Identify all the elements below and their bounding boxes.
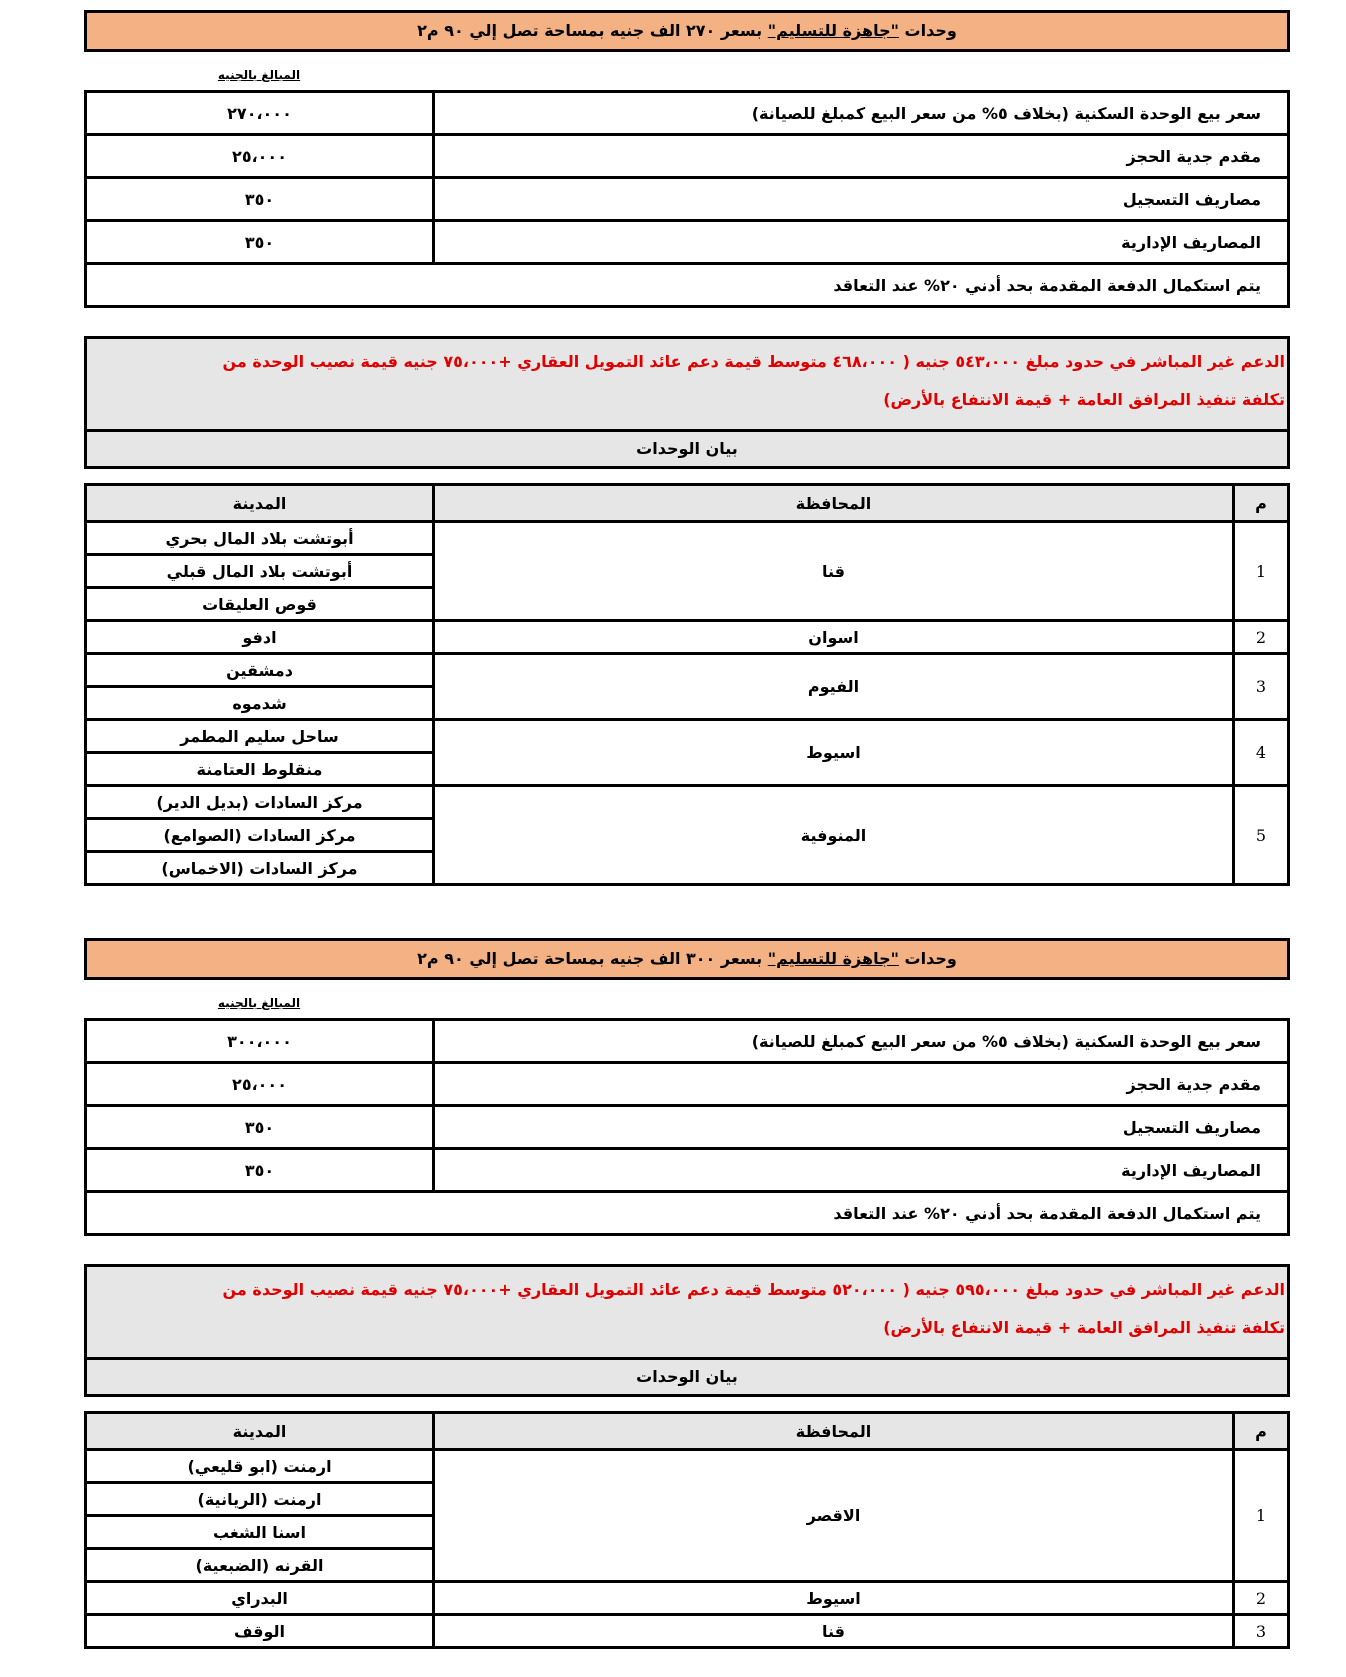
table-row — [86, 654, 1289, 687]
completion-note: يتم استكمال الدفعة المقدمة بحد أدني ٢٠% عند التعاقد — [86, 264, 1289, 307]
fee-label: سعر بيع الوحدة السكنية (بخلاف ٥% من سعر البيع كمبلغ للصيانة) — [434, 92, 1289, 135]
city-cell: مركز السادات (بديل الدير) — [86, 786, 434, 819]
title-prefix: وحدات — [904, 21, 957, 40]
title-prefix: وحدات — [904, 949, 957, 968]
col-num-header: م — [1234, 1413, 1289, 1450]
city-cell: شدموه — [86, 687, 434, 720]
city-cell: أبوتشت بلاد المال قبلي — [86, 555, 434, 588]
num-cell: 5 — [1234, 786, 1289, 885]
gov-cell: الفيوم — [434, 654, 1234, 720]
fee-value: ٣٥٠ — [86, 178, 434, 221]
table-row — [86, 1192, 1289, 1235]
amounts-note: المبالغ بالجنيه — [217, 68, 301, 82]
title-suffix: بسعر ٢٧٠ الف جنيه بمساحة تصل إلي ٩٠ م٢ — [417, 21, 763, 40]
completion-note: يتم استكمال الدفعة المقدمة بحد أدني ٢٠% عند التعاقد — [86, 1192, 1289, 1235]
fee-value: ٣٥٠ — [86, 1149, 434, 1192]
table-header-row — [86, 1413, 1289, 1450]
amounts-note: المبالغ بالجنيه — [217, 996, 301, 1010]
num-cell: 1 — [1234, 522, 1289, 621]
fee-value: ٣٥٠ — [86, 221, 434, 264]
gov-cell: المنوفية — [434, 786, 1234, 885]
indirect-support-text — [87, 1267, 1287, 1360]
gov-cell: الاقصر — [434, 1450, 1234, 1582]
city-cell: ادفو — [86, 621, 434, 654]
city-cell: اسنا الشغب — [86, 1516, 434, 1549]
city-cell: مركز السادات (الصوامع) — [86, 819, 434, 852]
city-cell: مركز السادات (الاخماس) — [86, 852, 434, 885]
city-cell: دمشقين — [86, 654, 434, 687]
support-line-2: تكلفة تنفيذ المرافق العامة + قيمة الانتفاع بالأرض) — [883, 390, 1285, 409]
table-row — [86, 1106, 1289, 1149]
city-cell: ارمنت (ابو قليعي) — [86, 1450, 434, 1483]
title-quoted: "جاهزة للتسليم" — [767, 949, 899, 968]
indirect-support-box — [84, 336, 1290, 469]
table-row — [86, 135, 1289, 178]
support-line-2: تكلفة تنفيذ المرافق العامة + قيمة الانتفاع بالأرض) — [883, 1318, 1285, 1337]
fees-table — [84, 1018, 1290, 1236]
gov-cell: قنا — [434, 1615, 1234, 1648]
table-row — [86, 1149, 1289, 1192]
num-cell: 2 — [1234, 621, 1289, 654]
units-header: بيان الوحدات — [636, 1367, 738, 1386]
table-row — [86, 221, 1289, 264]
fee-label: سعر بيع الوحدة السكنية (بخلاف ٥% من سعر البيع كمبلغ للصيانة) — [434, 1020, 1289, 1063]
fee-value: ٣٥٠ — [86, 1106, 434, 1149]
table-header-row — [86, 485, 1289, 522]
fee-label: مقدم جدية الحجز — [434, 135, 1289, 178]
col-gov-header: المحافظة — [434, 485, 1234, 522]
gov-cell: قنا — [434, 522, 1234, 621]
col-city-header: المدينة — [86, 485, 434, 522]
table-row — [86, 786, 1289, 819]
table-row — [86, 264, 1289, 307]
fee-label: المصاريف الإدارية — [434, 1149, 1289, 1192]
city-cell: الوقف — [86, 1615, 434, 1648]
num-cell: 4 — [1234, 720, 1289, 786]
table-row — [86, 1063, 1289, 1106]
gov-cell: اسيوط — [434, 720, 1234, 786]
table-row — [86, 178, 1289, 221]
gov-cell: اسيوط — [434, 1582, 1234, 1615]
units-table — [84, 1411, 1290, 1649]
fee-label: المصاريف الإدارية — [434, 221, 1289, 264]
num-cell: 3 — [1234, 654, 1289, 720]
table-row — [86, 621, 1289, 654]
section-title — [84, 10, 1290, 52]
support-line-1: الدعم غير المباشر في حدود مبلغ ٥٩٥،٠٠٠ جنيه ( ٥٢٠،٠٠٠ متوسط قيمة دعم عائد التمويل العقاري +٧٥،٠٠٠ جنيه قيمة نصيب الوحدة من — [222, 1280, 1285, 1299]
title-suffix: بسعر ٣٠٠ الف جنيه بمساحة تصل إلي ٩٠ م٢ — [417, 949, 763, 968]
fee-label: مصاريف التسجيل — [434, 1106, 1289, 1149]
city-cell: ساحل سليم المطمر — [86, 720, 434, 753]
city-cell: منقلوط العتامنة — [86, 753, 434, 786]
city-cell: قوص العليقات — [86, 588, 434, 621]
city-cell: ارمنت (الريانية) — [86, 1483, 434, 1516]
table-row — [86, 720, 1289, 753]
title-quoted: "جاهزة للتسليم" — [767, 21, 899, 40]
num-cell: 2 — [1234, 1582, 1289, 1615]
table-row — [86, 1582, 1289, 1615]
col-city-header: المدينة — [86, 1413, 434, 1450]
col-gov-header: المحافظة — [434, 1413, 1234, 1450]
indirect-support-text — [87, 339, 1287, 432]
city-cell: القرنه (الضبعية) — [86, 1549, 434, 1582]
table-row — [86, 522, 1289, 555]
units-table — [84, 483, 1290, 886]
fee-value: ٢٥،٠٠٠ — [86, 135, 434, 178]
section-title — [84, 938, 1290, 980]
fee-value: ٢٥،٠٠٠ — [86, 1063, 434, 1106]
indirect-support-box — [84, 1264, 1290, 1397]
city-cell: أبوتشت بلاد المال بحري — [86, 522, 434, 555]
fee-label: مقدم جدية الحجز — [434, 1063, 1289, 1106]
gov-cell: اسوان — [434, 621, 1234, 654]
fee-value: ٣٠٠،٠٠٠ — [86, 1020, 434, 1063]
fees-table — [84, 90, 1290, 308]
fee-label: مصاريف التسجيل — [434, 178, 1289, 221]
support-line-1: الدعم غير المباشر في حدود مبلغ ٥٤٣،٠٠٠ جنيه ( ٤٦٨،٠٠٠ متوسط قيمة دعم عائد التمويل العقاري +٧٥،٠٠٠ جنيه قيمة نصيب الوحدة من — [222, 352, 1285, 371]
col-num-header: م — [1234, 485, 1289, 522]
fee-value: ٢٧٠،٠٠٠ — [86, 92, 434, 135]
num-cell: 1 — [1234, 1450, 1289, 1582]
num-cell: 3 — [1234, 1615, 1289, 1648]
units-header: بيان الوحدات — [636, 439, 738, 458]
table-row — [86, 92, 1289, 135]
table-row — [86, 1450, 1289, 1483]
city-cell: البدراي — [86, 1582, 434, 1615]
table-row — [86, 1020, 1289, 1063]
table-row — [86, 1615, 1289, 1648]
